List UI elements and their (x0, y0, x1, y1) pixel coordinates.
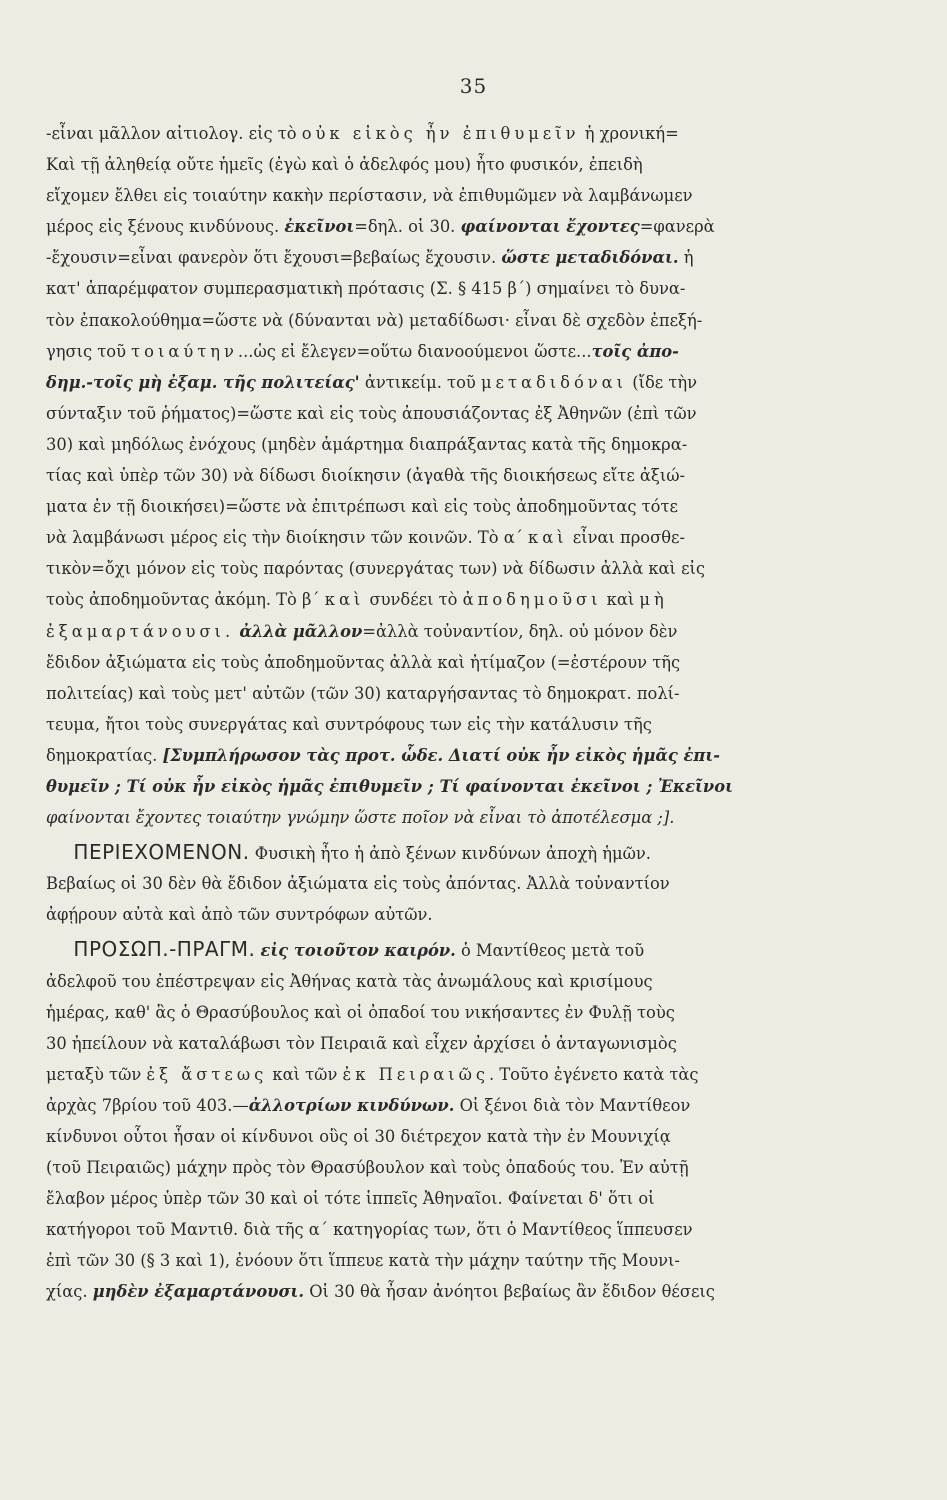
text-segment: 30 ἠπείλουν νὰ καταλάβωσι τὸν Πειραιᾶ καὶ εἶχεν ἀρχίσει ὁ ἀνταγωνισμὸς (46, 1033, 677, 1053)
section-heading: ΠΡΟΣΩΠ.-ΠΡΑΓΜ. (46, 937, 256, 962)
text-line (46, 584, 846, 615)
text-line (46, 709, 846, 740)
text-line (46, 553, 846, 584)
text-segment: καὶ τῶν (267, 1064, 343, 1084)
text-segment: εἴχομεν ἔλθει εἰς τοιαύτην κακὴν περίστασιν, νὰ ἐπιθυμῶμεν νὰ λαμβάνωμεν (46, 186, 693, 206)
text-segment: φαίνονται ἔχοντες (460, 217, 640, 237)
text-segment: [Συμπλήρωσον τὰς προτ. ὧδε. Διατί οὐκ ἦν εἰκὸς ἡμᾶς ἐπι- (162, 745, 720, 765)
text-line (46, 934, 846, 965)
text-line (46, 1028, 846, 1059)
text-segment: κατ' ἀπαρέμφατον συμπερασματικὴ πρότασις (Σ. § 415 β΄) σημαίνει τὸ δυνα- (46, 279, 686, 299)
text-segment: ἀρχὰς 7βρίου τοῦ 403.— (46, 1095, 249, 1115)
text-segment: κίνδυνοι οὗτοι ἦσαν οἱ κίνδυνοι οὓς οἱ 30 διέτρεχον κατὰ τὴν ἐν Μουνιχίᾳ (46, 1127, 671, 1146)
text-segment: ἔδιδον ἀξιώματα εἰς τοὺς ἀποδημοῦντας ἀλλὰ καὶ ἠτίμαζον (=ἐστέρουν τῆς (46, 652, 681, 672)
text-line (46, 273, 846, 304)
text-segment: τευμα, ἤτοι τοὺς συνεργάτας καὶ συντρόφους των εἰς τὴν κατάλυσιν τῆς (46, 714, 652, 734)
text-line (46, 1214, 846, 1245)
text-line (46, 367, 846, 398)
text-segment: μηδὲν ἐξαμαρτάνουσι. (92, 1282, 305, 1302)
text-line (46, 1152, 846, 1183)
text-line (46, 868, 846, 899)
text-segment: τοὺς ἀποδημοῦντας ἀκόμη. Τὸ β΄ (46, 590, 325, 610)
text-line (46, 771, 846, 802)
text-segment: ἐξ ἄστεως (146, 1064, 268, 1084)
text-segment: μὴ (639, 590, 668, 610)
text-segment: ἡ χρονική= (579, 124, 679, 143)
text-segment: θυμεῖν ; Τί οὐκ ἦν εἰκὸς ἡμᾶς ἐπιθυμεῖν ; Τί φαίνονται ἐκεῖνοι ; Ἐκεῖνοι (46, 776, 733, 796)
text-line (46, 211, 846, 242)
text-segment: ἐπὶ τῶν 30 (§ 3 καὶ 1), ἐνόουν ὅτι ἵππευε κατὰ τὴν μάχην ταύτην τῆς Μουνι- (46, 1251, 680, 1271)
text-line (46, 429, 846, 460)
text-line (46, 336, 846, 367)
text-segment: χίας. (46, 1282, 93, 1302)
text-segment: ὁ Μαντίθεος μετὰ τοῦ (455, 941, 645, 961)
text-segment: Οἱ ξένοι διὰ τὸν Μαντίθεον (454, 1095, 691, 1115)
text-segment: (τοῦ Πειραιῶς) μάχην πρὸς τὸν Θρασύβουλον καὶ τοὺς ὀπαδούς του. Ἐν αὐτῇ (46, 1158, 689, 1178)
text-line (46, 740, 846, 771)
text-segment: τὸν ἐπακολούθημα=ὥστε νὰ (δύνανται νὰ) μεταδίδωσι· εἶναι δὲ σχεδὸν ἐπεξή- (46, 310, 703, 330)
text-line (46, 398, 846, 429)
text-segment: ἀποδημοῦσι (462, 590, 602, 610)
text-segment: ἐκεῖνοι (284, 217, 355, 237)
text-line (46, 899, 846, 930)
text-segment: 30) καὶ μηδόλως ἐνόχους (μηδὲν ἁμάρτημα διαπράξαντας κατὰ τῆς δημοκρα- (46, 434, 688, 454)
text-line (46, 1059, 846, 1090)
text-segment: μέρος εἰς ξένους κινδύνους. (46, 217, 285, 237)
text-segment: ἀντικείμ. τοῦ (359, 372, 481, 392)
text-segment: εἶναι προσθε- (567, 528, 685, 548)
text-segment: συνδέει τὸ (364, 590, 463, 610)
text-line (46, 997, 846, 1028)
text-segment: κατήγοροι τοῦ Μαντιθ. διὰ τῆς α΄ κατηγορίας των, ὅτι ὁ Μαντίθεος ἵππευσεν (46, 1220, 693, 1240)
text-segment: δημ.-τοῖς μὴ ἐξαμ. τῆς πολιτείας' (46, 372, 360, 392)
text-segment: τοιαύτην (131, 341, 238, 361)
text-segment: μεταξὺ τῶν (46, 1064, 147, 1084)
text-line (46, 491, 846, 522)
text-segment: νὰ λαμβάνωσι μέρος εἰς τὴν διοίκησιν τῶν κοινῶν. Τὸ α΄ (46, 528, 529, 548)
text-segment: ἀλλοτρίων κινδύνων. (248, 1095, 455, 1115)
text-line (46, 647, 846, 678)
text-segment: καὶ (528, 528, 568, 548)
text-segment: καὶ (601, 590, 640, 610)
text-segment: ἀλλὰ μᾶλλον (239, 621, 363, 641)
text-segment: γησις τοῦ (46, 341, 132, 361)
text-segment: =δηλ. οἱ 30. (354, 217, 461, 237)
text-line (46, 149, 846, 180)
text-segment: ἡμέρας, καθ' ἃς ὁ Θρασύβουλος καὶ οἱ ὀπαδοί του νικήσαντες ἐν Φυλῇ τοὺς (46, 1002, 675, 1022)
text-segment: ἡ (678, 248, 694, 268)
text-segment: οὐκ εἰκὸς ἦν ἐπιθυμεῖν (301, 124, 580, 143)
text-line (46, 1090, 846, 1121)
text-segment: τίας καὶ ὑπὲρ τῶν 30) νὰ δίδωσι διοίκησιν (ἀγαθὰ τῆς διοικήσεως εἴτε ἀξιώ- (46, 466, 686, 486)
text-line (46, 966, 846, 997)
text-segment: ἐκ Πειραιῶς (342, 1064, 489, 1084)
text-segment: Καὶ τῇ ἀληθείᾳ οὔτε ἡμεῖς (ἐγὼ καὶ ὁ ἀδελφός μου) ἦτο φυσικόν, ἐπειδὴ (46, 155, 643, 175)
text-line (46, 678, 846, 709)
text-segment: ὥστε μεταδιδόναι. (501, 248, 679, 268)
text-segment: -εἶναι μᾶλλον αἰτιολογ. εἰς τὸ (46, 124, 302, 143)
text-line (46, 180, 846, 211)
page-number: 35 (459, 74, 488, 98)
text-segment: ἔλαβον μέρος ὑπὲρ τῶν 30 καὶ οἱ τότε ἱππεῖς Ἀθηναῖοι. Φαίνεται δ' ὅτι οἱ (46, 1189, 655, 1209)
text-segment: Φυσικὴ ἦτο ἡ ἀπὸ ξένων κινδύνων ἀποχὴ ἡμῶν. (249, 844, 651, 864)
text-line (46, 802, 846, 833)
text-segment: δημοκρατίας. (46, 745, 163, 765)
text-line (46, 460, 846, 491)
text-segment: καὶ (324, 590, 365, 610)
text-segment: πολιτείας) καὶ τοὺς μετ' αὐτῶν (τῶν 30) καταργήσαντας τὸ δημοκρατ. πολί- (46, 683, 680, 703)
text-segment: -ἔχουσιν=εἶναι φανερὸν ὅτι ἔχουσι=βεβαίως ἔχουσιν. (46, 248, 502, 268)
text-segment: . Τοῦτο ἐγένετο κατὰ τὰς (488, 1064, 699, 1084)
text-segment: ματα ἐν τῇ διοικήσει)=ὥστε νὰ ἐπιτρέπωσι καὶ εἰς τοὺς ἀποδημοῦντας τότε (46, 497, 678, 517)
text-segment: =φανερὰ (639, 217, 715, 237)
text-segment: εἰς τοιοῦτον καιρόν. (260, 941, 456, 961)
text-line (46, 1121, 846, 1152)
text-line (46, 522, 846, 553)
text-line (46, 1276, 846, 1307)
section-heading: ΠΕΡΙΕΧΟΜΕΝΟΝ. (46, 840, 250, 865)
text-line (46, 242, 846, 273)
text-segment: τοῖς ἀπο- (591, 341, 679, 361)
text-segment: ἀφῄρουν αὐτὰ καὶ ἀπὸ τῶν συντρόφων αὐτῶν. (46, 905, 433, 925)
text-segment: Οἱ 30 θὰ ἦσαν ἀνόητοι βεβαίως ἂν ἔδιδον θέσεις (304, 1282, 715, 1302)
text-line (46, 305, 846, 336)
text-segment: ...ὡς εἰ ἔλεγεν=οὕτω διανοούμενοι ὥστε... (237, 341, 592, 361)
text-line (46, 118, 846, 149)
text-segment: φαίνονται ἔχοντες τοιαύτην γνώμην ὥστε ποῖον νὰ εἶναι τὸ ἀποτέλεσμα ;]. (46, 808, 675, 828)
text-segment: τικὸν=ὄχι μόνον εἰς τοὺς παρόντας (συνεργάτας των) νὰ δίδωσιν ἀλλὰ καὶ εἰς (46, 559, 706, 579)
text-line (46, 616, 846, 647)
commentary-text (46, 118, 846, 1308)
text-line (46, 837, 846, 868)
text-segment: ἀδελφοῦ του ἐπέστρεψαν εἰς Ἀθήνας κατὰ τὰς ἀνωμάλους καὶ κρισίμους (46, 971, 653, 991)
text-segment: Βεβαίως οἱ 30 δὲν θὰ ἔδιδον ἀξιώματα εἰς τοὺς ἀπόντας. Ἀλλὰ τοὐναντίον (46, 874, 670, 894)
text-segment: =ἀλλὰ τοὐναντίον, δηλ. οὐ μόνον δὲν (362, 621, 678, 641)
text-segment: μεταδιδόναι (480, 372, 628, 392)
text-line (46, 1245, 846, 1276)
text-segment: σύνταξιν τοῦ ῥήματος)=ὥστε καὶ εἰς τοὺς ἀπουσιάζοντας ἐξ Ἀθηνῶν (ἐπὶ τῶν (46, 403, 697, 423)
text-line (46, 1183, 846, 1214)
text-segment: (ἴδε τὴν (627, 372, 698, 392)
text-segment: ἐξαμαρτάνουσι. (46, 621, 235, 641)
